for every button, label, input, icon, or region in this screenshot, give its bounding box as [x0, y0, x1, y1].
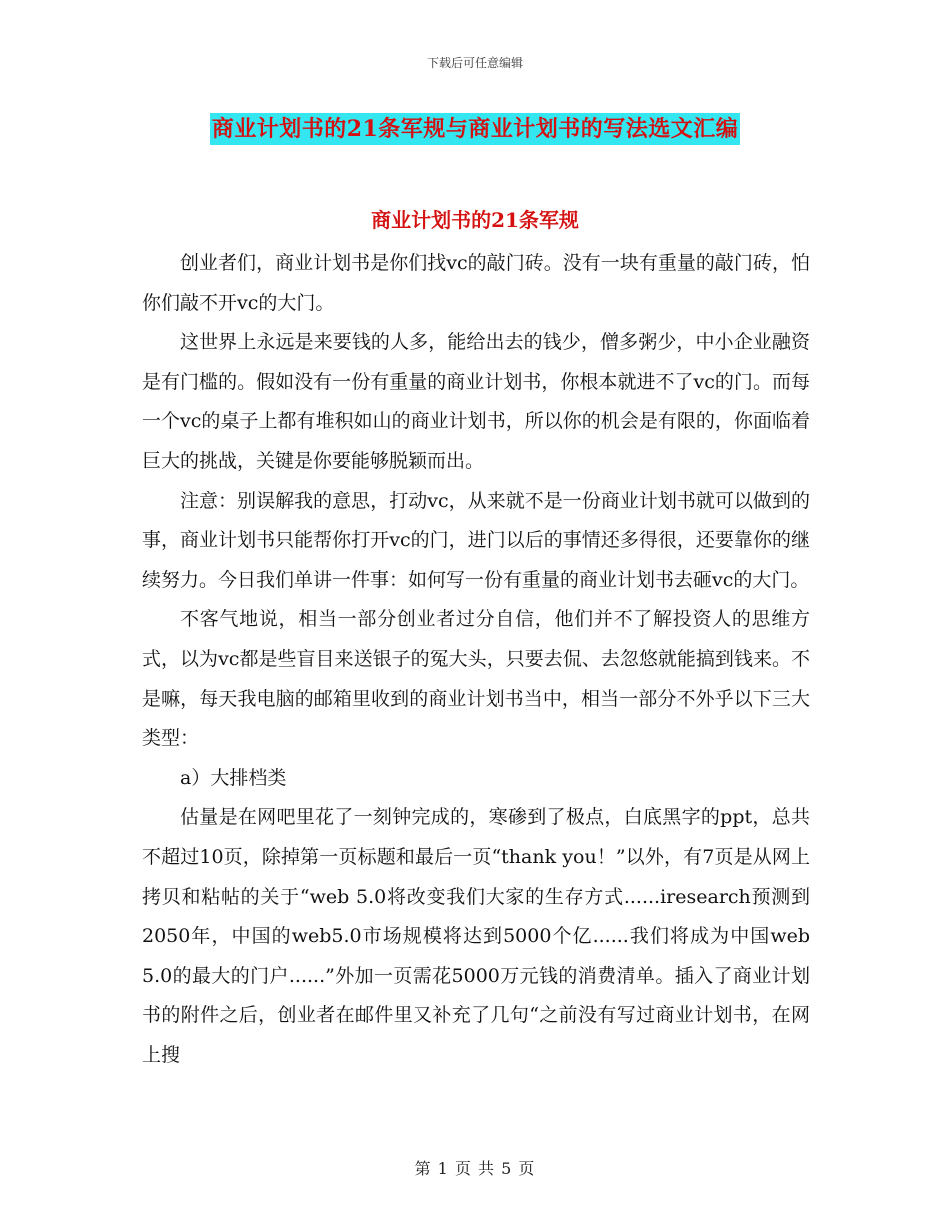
header-note: 下载后可任意编辑: [426, 56, 523, 70]
paragraph: 这世界上永远是来要钱的人多，能给出去的钱少，僧多粥少，中小企业融资是有门槛的。假如没有一份有重量的商业计划书，你根本就进不了vc的门。而每一个vc的桌子上都有堆积如山的商业计划书，所以你的机会是有限的，你面临着巨大的挑战，关键是你要能够脱颖而出。: [142, 331, 810, 472]
paragraph: 注意：别误解我的意思，打动vc，从来就不是一份商业计划书就可以做到的事，商业计划书只能帮你打开vc的门，进门以后的事情还多得很，还要靠你的继续努力。今日我们单讲一件事：如何写一份有重量的商业计划书去砸vc的大门。: [142, 489, 810, 591]
section-title: 商业计划书的21条军规: [371, 208, 579, 232]
list-item-heading: a）大排档类: [180, 766, 287, 789]
paragraph: 创业者们，商业计划书是你们找vc的敲门砖。没有一块有重量的敲门砖，怕你们敲不开vc的大门。: [142, 252, 810, 314]
body-text: [142, 244, 810, 1075]
document-title-wrapper: [0, 113, 950, 145]
page-footer: 第 1 页 共 5 页: [414, 1159, 536, 1178]
paragraph: 估量是在网吧里花了一刻钟完成的，寒碜到了极点，白底黑字的ppt，总共不超过10页，除掉第一页标题和最后一页“thank you！”以外，有7页是从网上拷贝和粘帖的关于“web 5.0将改变我们大家的生存方式......iresearch预测到2050年，中国的web5.0市场规模将达到5000个亿......我们将成为中国web 5.0的最大的门户......”外加一页需花5000万元钱的消费清单。插入了商业计划书的附件之后，创业者在邮件里又补充了几句“之前没有写过商业计划书，在网上搜: [142, 806, 810, 1066]
paragraph: 不客气地说，相当一部分创业者过分自信，他们并不了解投资人的思维方式，以为vc都是些盲目来送银子的冤大头，只要去侃、去忽悠就能搞到钱来。不是嘛，每天我电脑的邮箱里收到的商业计划书当中，相当一部分不外乎以下三大类型：: [142, 608, 810, 750]
document-title: 商业计划书的21条军规与商业计划书的写法选文汇编: [210, 113, 741, 145]
